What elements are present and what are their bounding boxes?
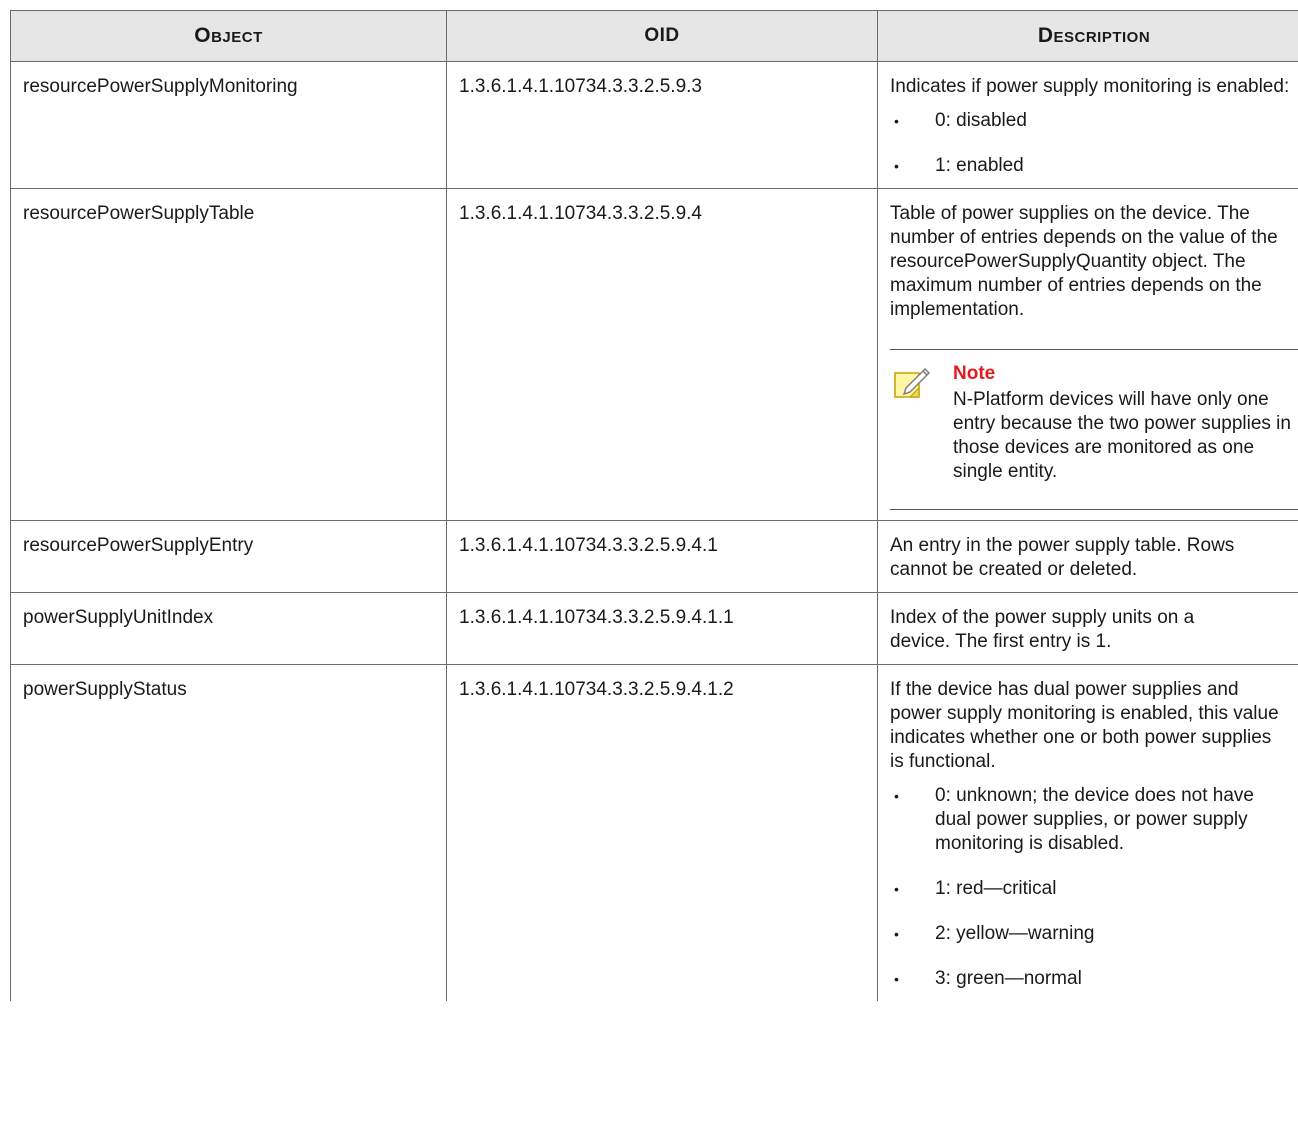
- table-row: [11, 593, 1298, 665]
- description-cell: [878, 62, 1298, 189]
- description-cell: [878, 593, 1298, 665]
- table-header-row: [11, 11, 1298, 62]
- description-cell: [878, 189, 1298, 521]
- bullet-icon: •: [894, 113, 899, 129]
- note-text: N-Platform devices will have only one entry because the two power supplies in those devices are monitored as one single entity.: [953, 389, 1291, 482]
- oid-cell: 1.3.6.1.4.1.10734.3.3.2.5.9.4.1: [447, 521, 878, 593]
- object-cell: resourcePowerSupplyMonitoring: [11, 62, 447, 189]
- table-row: [11, 665, 1298, 1002]
- description-text: If the device has dual power supplies and power supply monitoring is enabled, this value indicates whether one or both power supplies is functional.: [890, 679, 1279, 772]
- note-title: Note: [953, 363, 996, 384]
- list-item: • 1: enabled: [894, 155, 1024, 176]
- header-oid: OID: [447, 11, 878, 62]
- table-row: [11, 189, 1298, 521]
- description-text: Table of power supplies on the device. The number of entries depends on the value of the resourcePowerSupplyQuantity object. The maximum number of entries depends on the implementation.: [890, 203, 1278, 320]
- note-box: [890, 349, 1298, 510]
- table-row: [11, 521, 1298, 593]
- header-object: Object: [11, 11, 447, 62]
- object-cell: powerSupplyStatus: [11, 665, 447, 1002]
- bullet-icon: •: [894, 971, 899, 987]
- bullet-icon: •: [894, 926, 899, 942]
- list-item: • 0: disabled: [894, 110, 1027, 131]
- object-cell: powerSupplyUnitIndex: [11, 593, 447, 665]
- mib-object-table: [10, 10, 1298, 1001]
- description-cell: [878, 665, 1298, 1002]
- oid-cell: 1.3.6.1.4.1.10734.3.3.2.5.9.4.1.1: [447, 593, 878, 665]
- description-cell: [878, 521, 1298, 593]
- object-cell: resourcePowerSupplyEntry: [11, 521, 447, 593]
- list-item: • 3: green—normal: [894, 968, 1082, 989]
- bullet-icon: •: [894, 788, 899, 804]
- object-cell: resourcePowerSupplyTable: [11, 189, 447, 521]
- bullet-list: [890, 784, 1298, 991]
- description-text: Indicates if power supply monitoring is enabled:: [890, 76, 1290, 97]
- bullet-list: [890, 109, 1298, 178]
- oid-cell: 1.3.6.1.4.1.10734.3.3.2.5.9.4.1.2: [447, 665, 878, 1002]
- description-text: An entry in the power supply table. Rows cannot be created or deleted.: [890, 535, 1235, 580]
- oid-cell: 1.3.6.1.4.1.10734.3.3.2.5.9.3: [447, 62, 878, 189]
- bullet-icon: •: [894, 158, 899, 174]
- bullet-icon: •: [894, 881, 899, 897]
- description-text: Index of the power supply units on a device. The first entry is 1.: [890, 607, 1195, 652]
- oid-cell: 1.3.6.1.4.1.10734.3.3.2.5.9.4: [447, 189, 878, 521]
- header-description: Description: [878, 11, 1298, 62]
- list-item: • 2: yellow—warning: [894, 923, 1095, 944]
- list-item: • 0: unknown; the device does not have dual power supplies, or power supply monitoring is disabled.: [894, 785, 1255, 854]
- note-pencil-icon: [892, 364, 932, 404]
- list-item: • 1: red—critical: [894, 878, 1057, 899]
- table-row: [11, 62, 1298, 189]
